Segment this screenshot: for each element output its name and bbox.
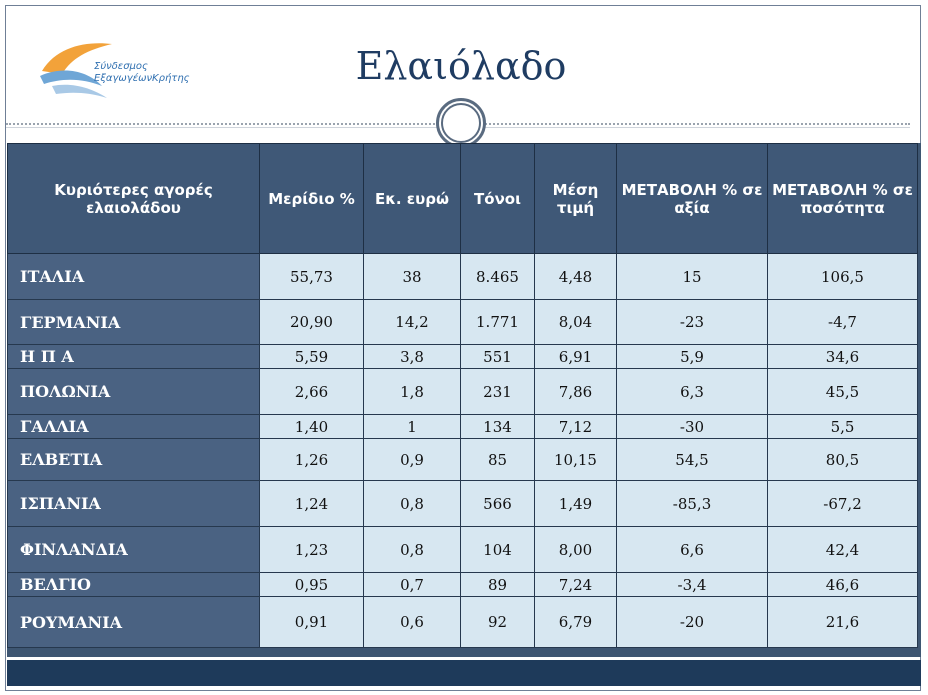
value-cell: 566 <box>461 481 535 527</box>
country-cell: ΙΤΑΛΙΑ <box>8 254 260 300</box>
footer-bar <box>7 660 921 686</box>
value-cell: -30 <box>617 415 768 439</box>
header-markets: Κυριότερες αγορές ελαιολάδου <box>8 144 260 254</box>
value-cell: 5,9 <box>617 345 768 369</box>
value-cell: 6,3 <box>617 369 768 415</box>
value-cell: 14,2 <box>364 300 461 345</box>
value-cell: 1,26 <box>260 439 364 481</box>
table-header-row <box>8 144 918 254</box>
value-cell: 54,5 <box>617 439 768 481</box>
header-million-euro: Εκ. ευρώ <box>364 144 461 254</box>
logo <box>32 36 212 106</box>
value-cell: 0,91 <box>260 597 364 648</box>
value-cell: 8.465 <box>461 254 535 300</box>
header-share: Μερίδιο % <box>260 144 364 254</box>
value-cell: 1,23 <box>260 527 364 573</box>
table-row <box>8 481 918 527</box>
value-cell: 0,8 <box>364 481 461 527</box>
value-cell: -67,2 <box>768 481 918 527</box>
country-cell: ΡΟΥΜΑΝΙΑ <box>8 597 260 648</box>
value-cell: 1,49 <box>535 481 617 527</box>
value-cell: 0,95 <box>260 573 364 597</box>
value-cell: 3,8 <box>364 345 461 369</box>
value-cell: 45,5 <box>768 369 918 415</box>
value-cell: 5,59 <box>260 345 364 369</box>
value-cell: 231 <box>461 369 535 415</box>
value-cell: 85 <box>461 439 535 481</box>
value-cell: 1,40 <box>260 415 364 439</box>
logo-line2: ΕξαγωγέωνΚρήτης <box>94 73 190 84</box>
table-row <box>8 415 918 439</box>
value-cell: 80,5 <box>768 439 918 481</box>
value-cell: 34,6 <box>768 345 918 369</box>
value-cell: 15 <box>617 254 768 300</box>
value-cell: 106,5 <box>768 254 918 300</box>
value-cell: 6,91 <box>535 345 617 369</box>
value-cell: 1,8 <box>364 369 461 415</box>
value-cell: 89 <box>461 573 535 597</box>
header-tons: Τόνοι <box>461 144 535 254</box>
value-cell: 10,15 <box>535 439 617 481</box>
header-change-value: ΜΕΤΑΒΟΛΗ % σε αξία <box>617 144 768 254</box>
value-cell: 8,04 <box>535 300 617 345</box>
table-row <box>8 369 918 415</box>
value-cell: -3,4 <box>617 573 768 597</box>
value-cell: 38 <box>364 254 461 300</box>
value-cell: 7,12 <box>535 415 617 439</box>
country-cell: ΠΟΛΩΝΙΑ <box>8 369 260 415</box>
value-cell: -4,7 <box>768 300 918 345</box>
circle-ornament-inner <box>441 103 481 143</box>
value-cell: 6,79 <box>535 597 617 648</box>
value-cell: 0,6 <box>364 597 461 648</box>
value-cell: -20 <box>617 597 768 648</box>
value-cell: 2,66 <box>260 369 364 415</box>
value-cell: 0,9 <box>364 439 461 481</box>
table-row <box>8 254 918 300</box>
value-cell: 0,8 <box>364 527 461 573</box>
page-title: Ελαιόλαδο <box>355 44 567 88</box>
value-cell: 92 <box>461 597 535 648</box>
value-cell: 21,6 <box>768 597 918 648</box>
table-row <box>8 345 918 369</box>
value-cell: 20,90 <box>260 300 364 345</box>
value-cell: 6,6 <box>617 527 768 573</box>
country-cell: ΓΕΡΜΑΝΙΑ <box>8 300 260 345</box>
header-change-quantity: ΜΕΤΑΒΟΛΗ % σε ποσότητα <box>768 144 918 254</box>
country-cell: ΒΕΛΓΙΟ <box>8 573 260 597</box>
value-cell: 104 <box>461 527 535 573</box>
country-cell: Η Π Α <box>8 345 260 369</box>
value-cell: 42,4 <box>768 527 918 573</box>
value-cell: 46,6 <box>768 573 918 597</box>
table-row <box>8 300 918 345</box>
logo-line1: Σύνδεσμος <box>94 61 148 72</box>
value-cell: 1.771 <box>461 300 535 345</box>
value-cell: 1 <box>364 415 461 439</box>
market-table <box>7 143 918 648</box>
value-cell: 7,24 <box>535 573 617 597</box>
header-avg-price: Μέση τιμή <box>535 144 617 254</box>
country-cell: ΓΑΛΛΙΑ <box>8 415 260 439</box>
table-row <box>8 527 918 573</box>
table-row <box>8 439 918 481</box>
value-cell: -23 <box>617 300 768 345</box>
value-cell: 0,7 <box>364 573 461 597</box>
country-cell: ΦΙΝΛΑΝΔΙΑ <box>8 527 260 573</box>
value-cell: 1,24 <box>260 481 364 527</box>
value-cell: 55,73 <box>260 254 364 300</box>
country-cell: ΙΣΠΑΝΙΑ <box>8 481 260 527</box>
value-cell: 551 <box>461 345 535 369</box>
value-cell: 8,00 <box>535 527 617 573</box>
value-cell: 4,48 <box>535 254 617 300</box>
value-cell: 7,86 <box>535 369 617 415</box>
country-cell: ΕΛΒΕΤΙΑ <box>8 439 260 481</box>
value-cell: -85,3 <box>617 481 768 527</box>
value-cell: 134 <box>461 415 535 439</box>
value-cell: 5,5 <box>768 415 918 439</box>
table-row <box>8 573 918 597</box>
table-row <box>8 597 918 648</box>
market-table-container <box>7 143 921 657</box>
